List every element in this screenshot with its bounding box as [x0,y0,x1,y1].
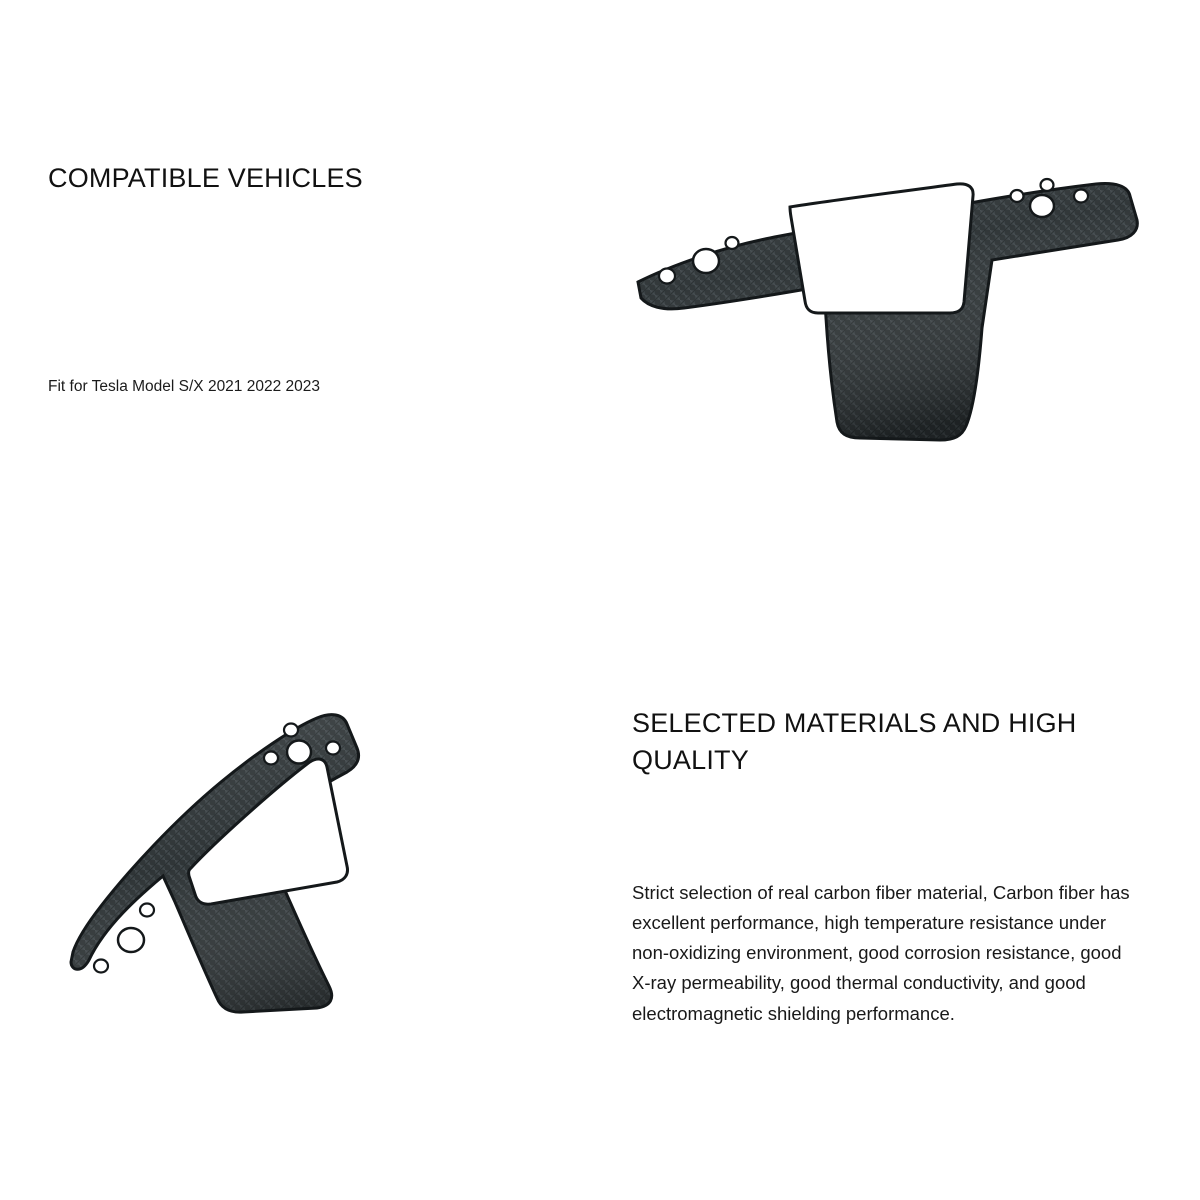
section-heading-compatible-vehicles: COMPATIBLE VEHICLES [48,163,363,193]
section-body-compatible-vehicles: Fit for Tesla Model S/X 2021 2022 2023 [48,378,320,395]
compatible-vehicles-body-block [48,375,528,398]
section-body-selected-materials-block [632,878,1132,1029]
carbon-fiber-steering-wheel-trim-bottom-image [55,690,615,1020]
section-heading-selected-materials: SELECTED MATERIALS AND HIGH QUALITY [632,708,1077,776]
carbon-fiber-steering-wheel-trim-top-image [610,150,1170,450]
section-body-selected-materials: Strict selection of real carbon fiber material, Carbon fiber has excellent performance, high temperature resistance under non-oxidizing environment, good corrosion resistance, good X-ray permeability, good thermal conductivity, and good electromagnetic shielding performance. [632,882,1130,1024]
compatible-vehicles-heading-block [48,160,528,196]
selected-materials-heading-block [632,705,1132,780]
